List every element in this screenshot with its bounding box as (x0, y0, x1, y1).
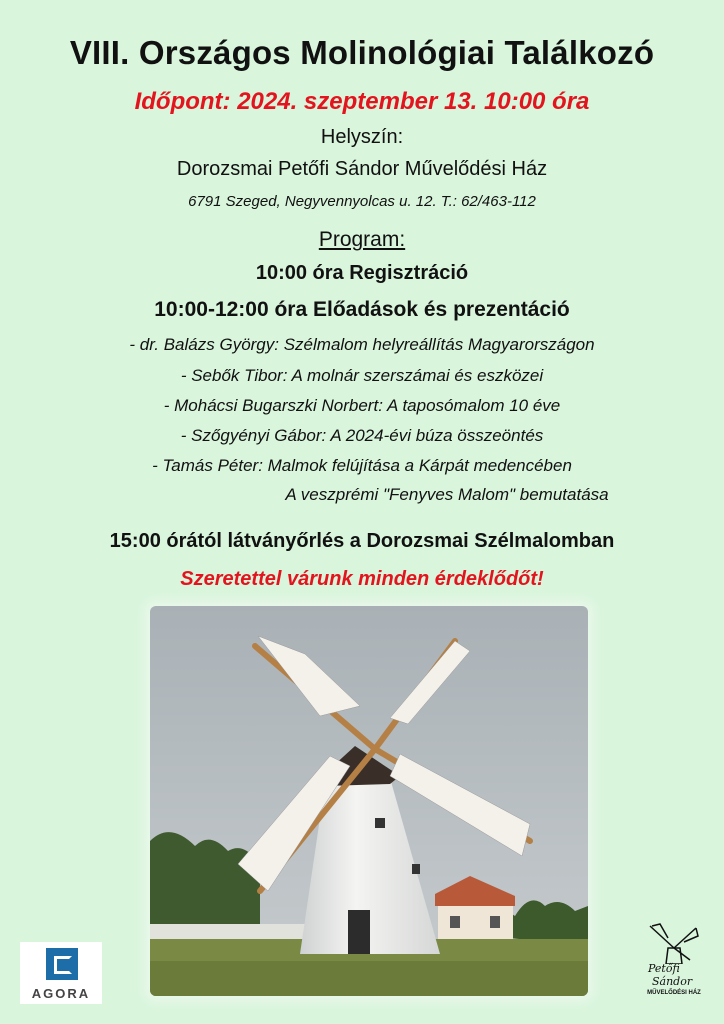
welcome-message: Szeretettel várunk minden érdeklődőt! (180, 568, 544, 590)
talks-heading: 10:00-12:00 óra Előadások és prezentáció (154, 298, 570, 321)
talk-item: - Szőgyényi Gábor: A 2024-évi búza összeöntés (180, 426, 544, 445)
agora-logo (20, 942, 102, 1004)
venue-address: 6791 Szeged, Negyvennyolcas u. 12. T.: 62/463-112 (188, 193, 536, 210)
event-title: VIII. Országos Molinológiai Találkozó (69, 34, 655, 71)
registration-item: 10:00 óra Regisztráció (255, 262, 469, 284)
talk-item: - Sebők Tibor: A molnár szerszámai és eszközei (180, 366, 544, 385)
venue-label: Helyszín: (320, 126, 404, 148)
talk-item: - Mohácsi Bugarszki Norbert: A taposómalom 10 éve (163, 396, 561, 415)
psmh-line-3: MŰVELŐDÉSI HÁZ (647, 990, 701, 996)
program-heading: Program: (318, 228, 406, 251)
venue-name: Dorozsmai Petőfi Sándor Művelődési Ház (176, 158, 548, 180)
talk-item-continuation: A veszprémi "Fenyves Malom" bemutatása (285, 485, 609, 504)
talk-item: - dr. Balázs György: Szélmalom helyreállítás Magyarországon (129, 335, 595, 354)
agora-mark-icon (46, 948, 78, 980)
milling-demo: 15:00 órától látványőrlés a Dorozsmai Szélmalomban (109, 530, 615, 552)
agora-logo-text: AGORA (31, 986, 91, 1001)
event-date: Időpont: 2024. szeptember 13. 10:00 óra (134, 88, 590, 115)
windmill-logo-icon (640, 920, 708, 964)
psmh-line-2: Sándor (652, 975, 693, 988)
talk-item: - Tamás Péter: Malmok felújítása a Kárpát medencében (152, 456, 572, 475)
psmh-line-1: Petőfi (648, 962, 680, 975)
petofi-sandor-logo (640, 920, 708, 1000)
windmill-photo (150, 606, 588, 996)
